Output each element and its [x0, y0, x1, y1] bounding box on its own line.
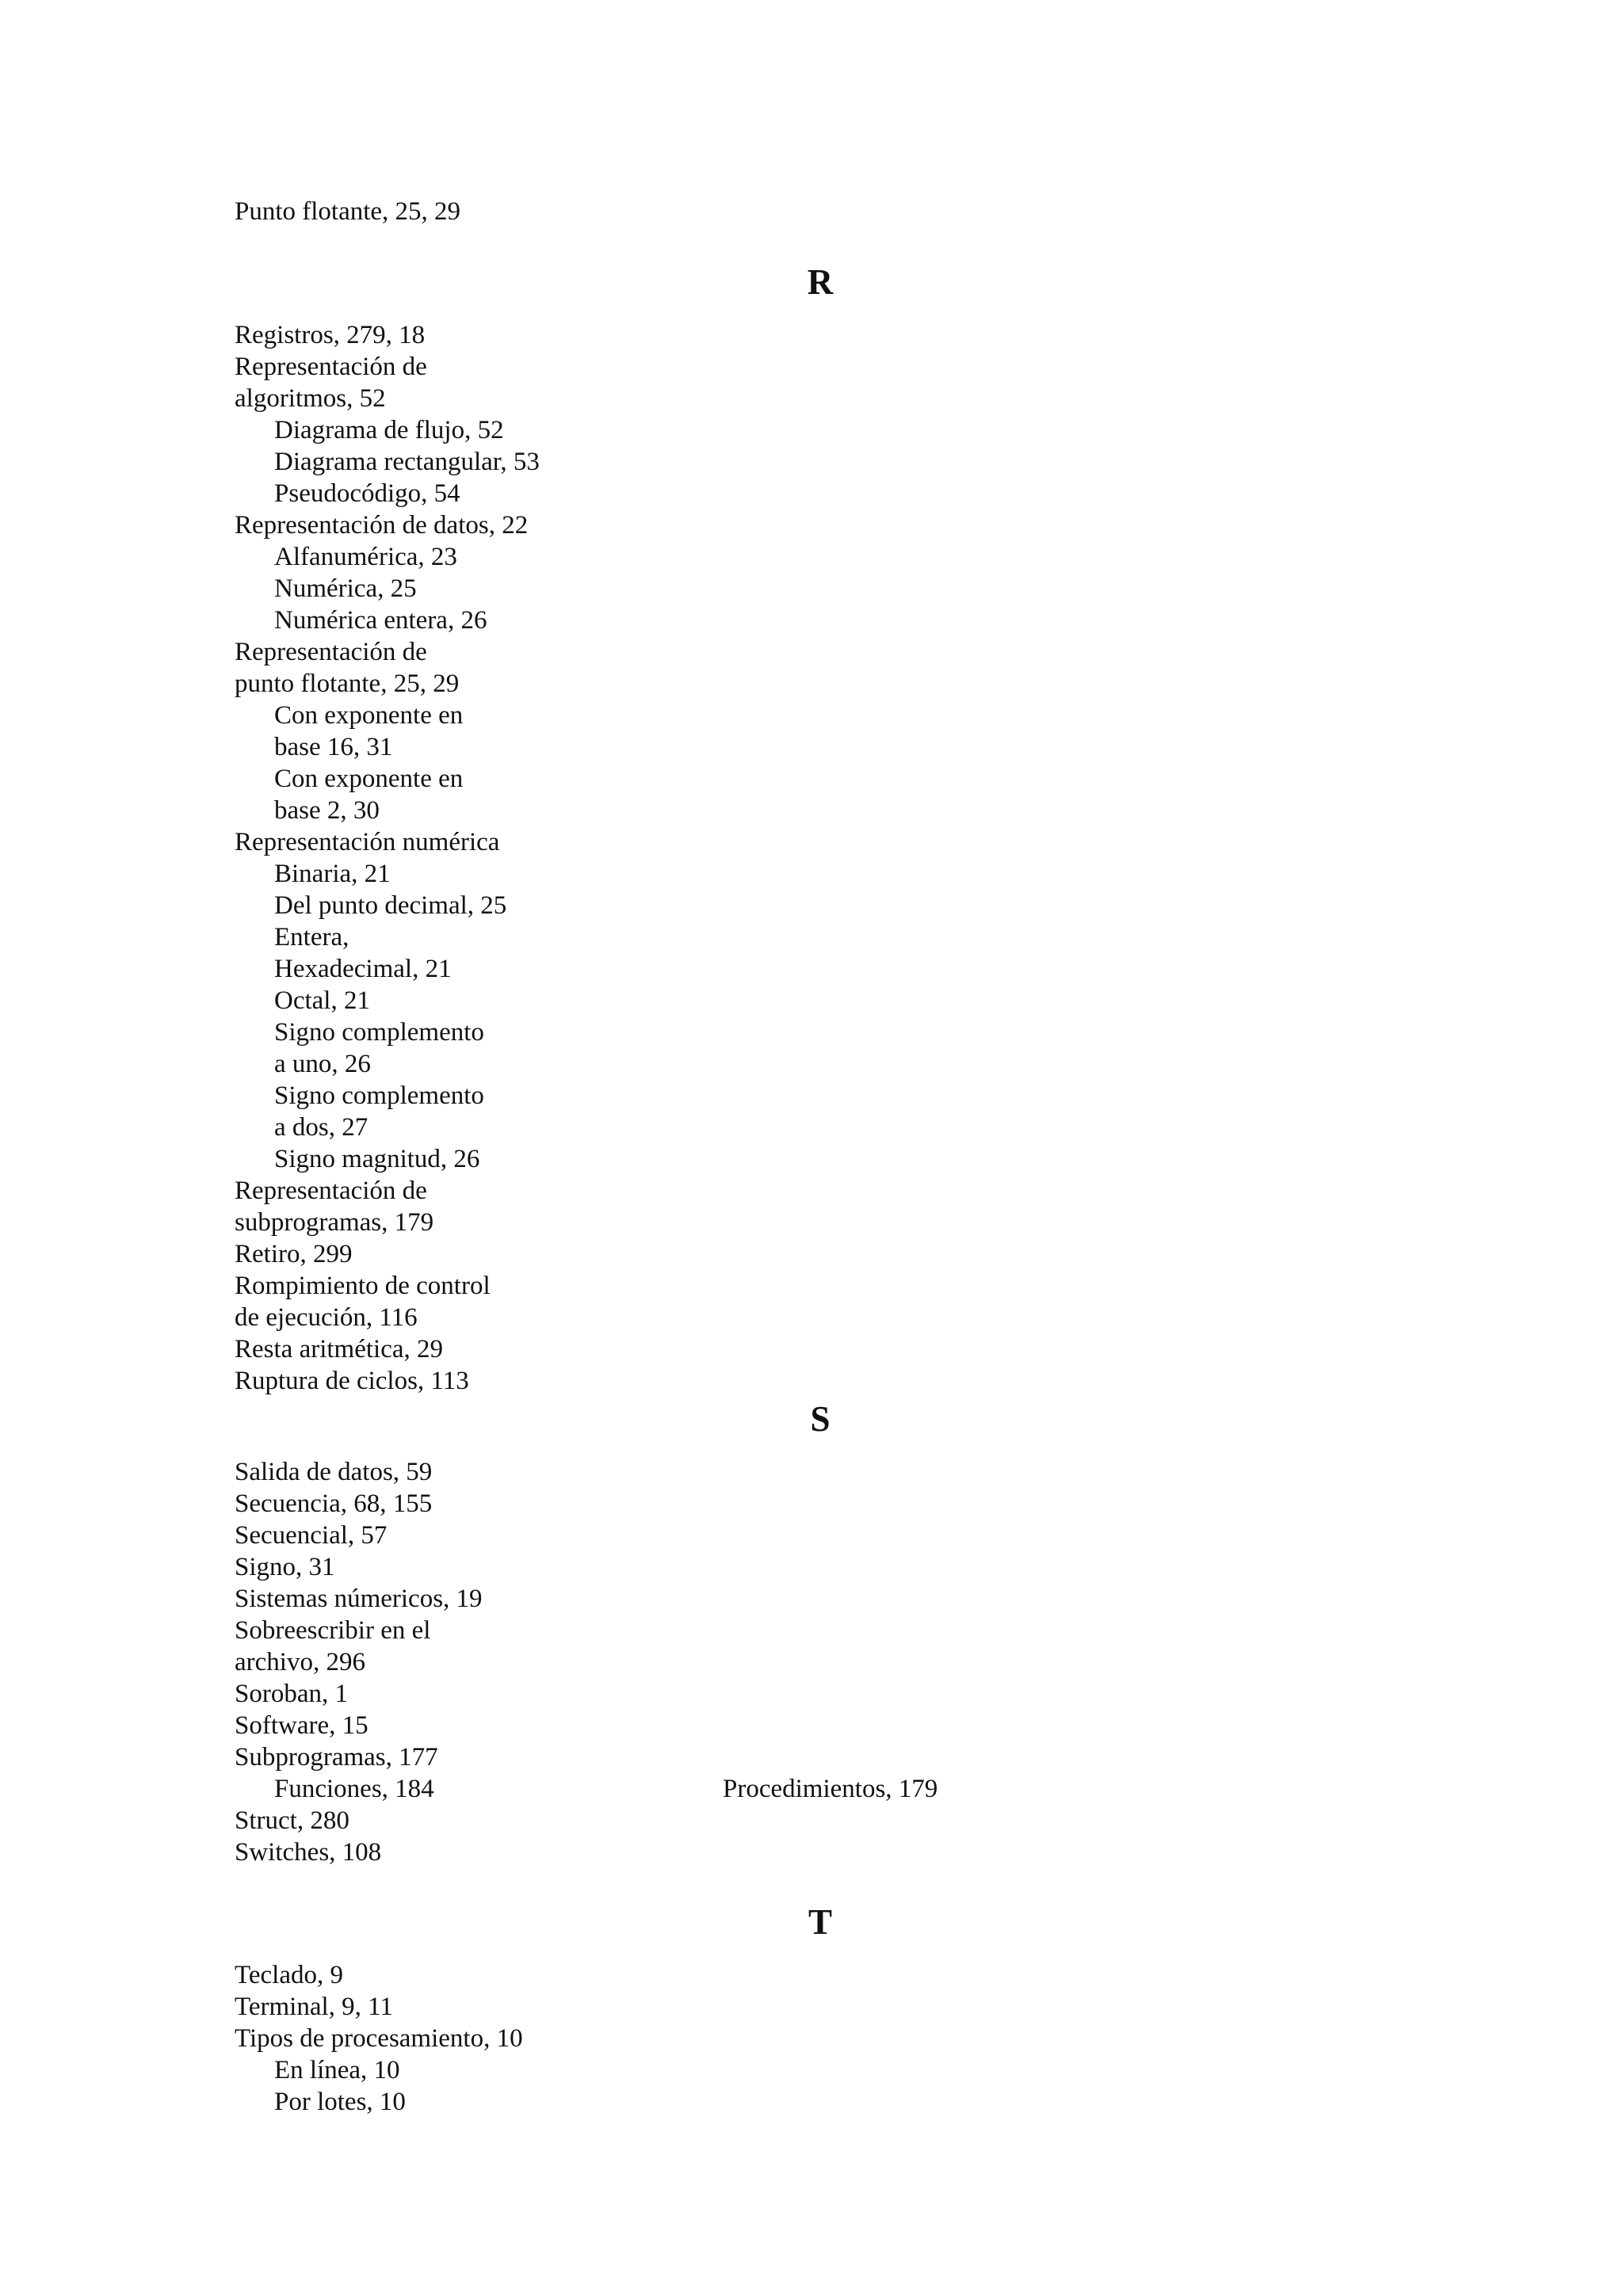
index-entry: Switches, 108 [235, 1838, 382, 1867]
index-entry: Sobreescribir en el [235, 1616, 431, 1645]
index-subentry: Pseudocódigo, 54 [274, 479, 460, 508]
index-subentry: Numérica, 25 [274, 574, 417, 603]
index-entry: Signo, 31 [235, 1553, 335, 1581]
index-entry: Sistemas númericos, 19 [235, 1585, 483, 1613]
index-subentry: Diagrama de flujo, 52 [274, 416, 504, 444]
index-entry: Ruptura de ciclos, 113 [235, 1367, 469, 1395]
section-letter-s: S [810, 1399, 831, 1439]
index-entry: Rompimiento de control [235, 1272, 491, 1300]
index-entry: Punto flotante, 25, 29 [235, 197, 461, 226]
index-entry: Soroban, 1 [235, 1680, 348, 1708]
index-subentry: Entera, [274, 923, 349, 952]
index-entry: algoritmos, 52 [235, 384, 386, 413]
index-subentry: Signo magnitud, 26 [274, 1145, 480, 1173]
index-entry: archivo, 296 [235, 1648, 365, 1676]
index-subentry: Binaria, 21 [274, 860, 391, 888]
index-entry: punto flotante, 25, 29 [235, 669, 460, 698]
index-entry: Secuencia, 68, 155 [235, 1489, 433, 1518]
index-entry: subprogramas, 179 [235, 1208, 434, 1237]
index-subentry: Con exponente en [274, 765, 464, 793]
index-subentry: a uno, 26 [274, 1050, 371, 1078]
index-entry: Representación de [235, 353, 427, 381]
section-letter-r: R [807, 262, 834, 302]
index-entry: Tipos de procesamiento, 10 [235, 2024, 523, 2053]
index-entry: Teclado, 9 [235, 1961, 343, 1989]
index-subentry: Numérica entera, 26 [274, 606, 487, 635]
index-subentry: Diagrama rectangular, 53 [274, 448, 540, 476]
index-entry: Representación de datos, 22 [235, 511, 529, 540]
index-entry: Retiro, 299 [235, 1240, 353, 1268]
index-entry: Salida de datos, 59 [235, 1458, 433, 1486]
index-entry: Terminal, 9, 11 [235, 1993, 393, 2021]
index-entry: Software, 15 [235, 1711, 369, 1740]
index-subentry: En línea, 10 [274, 2056, 400, 2084]
index-entry: Representación de [235, 638, 427, 666]
index-subentry: Alfanumérica, 23 [274, 543, 457, 571]
index-entry: Subprogramas, 177 [235, 1743, 438, 1772]
index-entry: Resta aritmética, 29 [235, 1335, 443, 1363]
index-subentry: base 16, 31 [274, 733, 393, 761]
index-subentry-floating: Procedimientos, 179 [723, 1775, 938, 1803]
index-subentry: base 2, 30 [274, 796, 380, 825]
index-subentry: Del punto decimal, 25 [274, 891, 507, 920]
index-entry: Secuencial, 57 [235, 1521, 388, 1550]
index-entry: Struct, 280 [235, 1806, 349, 1835]
index-subentry: Signo complemento [274, 1018, 484, 1047]
index-subentry: a dos, 27 [274, 1113, 369, 1142]
section-letter-t: T [808, 1902, 833, 1942]
index-subentry: Signo complemento [274, 1081, 484, 1110]
index-entry: Registros, 279, 18 [235, 321, 426, 349]
index-subentry: Con exponente en [274, 701, 464, 730]
index-entry: de ejecución, 116 [235, 1303, 418, 1332]
index-subentry: Funciones, 184 [274, 1775, 434, 1803]
index-subentry: Hexadecimal, 21 [274, 955, 452, 983]
index-entry: Representación de [235, 1177, 427, 1205]
index-subentry: Octal, 21 [274, 986, 370, 1015]
index-entry: Representación numérica [235, 828, 500, 856]
index-subentry: Por lotes, 10 [274, 2088, 406, 2116]
